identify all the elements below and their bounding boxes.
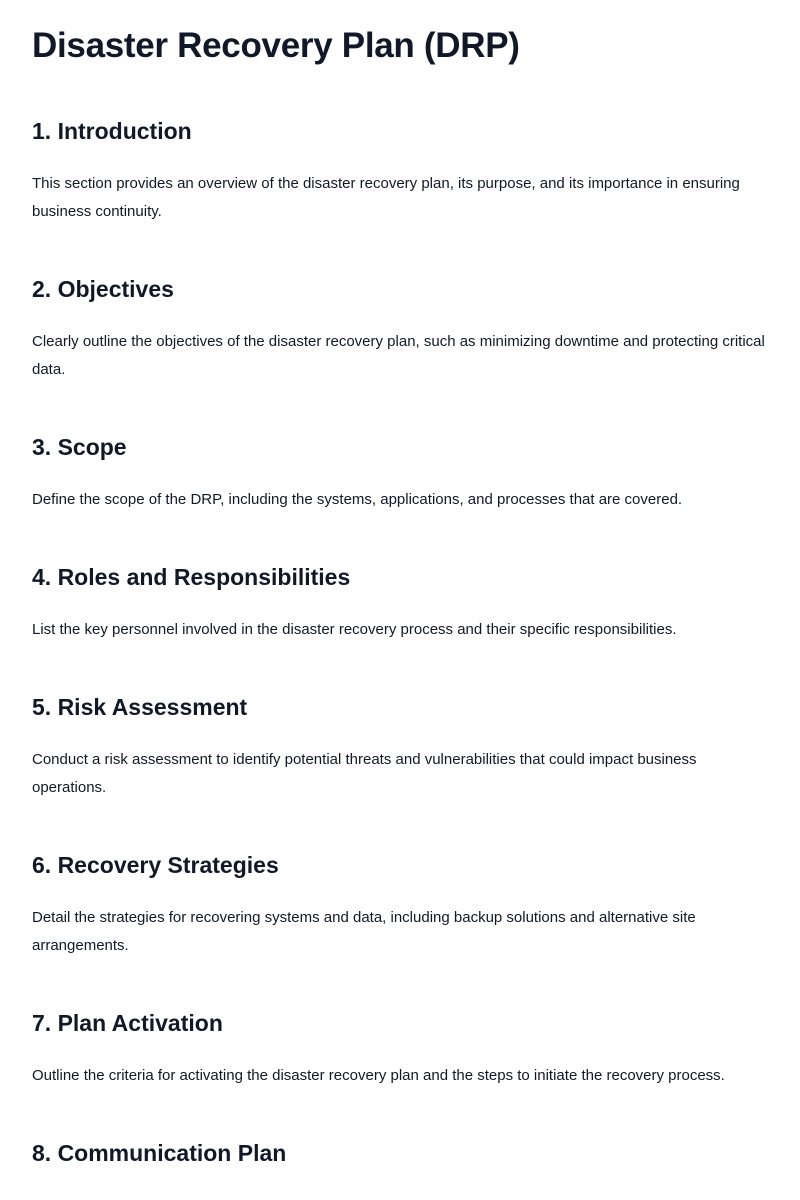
section-body: Detail the strategies for recovering systems and data, including backup solutions and alternative site arrangements.: [32, 909, 696, 954]
section-roles-responsibilities: [32, 562, 768, 644]
section-body: Outline the criteria for activating the disaster recovery plan and the steps to initiate the recovery process.: [32, 1067, 725, 1084]
section-communication-plan: [32, 1138, 768, 1168]
section-heading: 6. Recovery Strategies: [32, 852, 279, 878]
section-scope: [32, 432, 768, 514]
document-title: Disaster Recovery Plan (DRP): [32, 26, 520, 65]
section-risk-assessment: [32, 692, 768, 802]
section-plan-activation: [32, 1008, 768, 1090]
section-body: This section provides an overview of the disaster recovery plan, its purpose, and its importance in ensuring business continuity.: [32, 175, 740, 220]
section-heading: 4. Roles and Responsibilities: [32, 564, 351, 590]
section-body: Define the scope of the DRP, including the systems, applications, and processes that are covered.: [32, 491, 683, 508]
section-heading: 1. Introduction: [32, 118, 192, 144]
section-introduction: [32, 116, 768, 226]
section-body: Conduct a risk assessment to identify potential threats and vulnerabilities that could impact business operations.: [32, 751, 697, 796]
section-body: Clearly outline the objectives of the disaster recovery plan, such as minimizing downtime and protecting critical data.: [32, 333, 765, 378]
section-recovery-strategies: [32, 850, 768, 960]
section-heading: 8. Communication Plan: [32, 1140, 287, 1166]
section-heading: 2. Objectives: [32, 276, 174, 302]
section-heading: 7. Plan Activation: [32, 1010, 223, 1036]
section-objectives: [32, 274, 768, 384]
section-heading: 3. Scope: [32, 434, 127, 460]
section-body: List the key personnel involved in the disaster recovery process and their specific responsibilities.: [32, 621, 677, 638]
section-heading: 5. Risk Assessment: [32, 694, 248, 720]
